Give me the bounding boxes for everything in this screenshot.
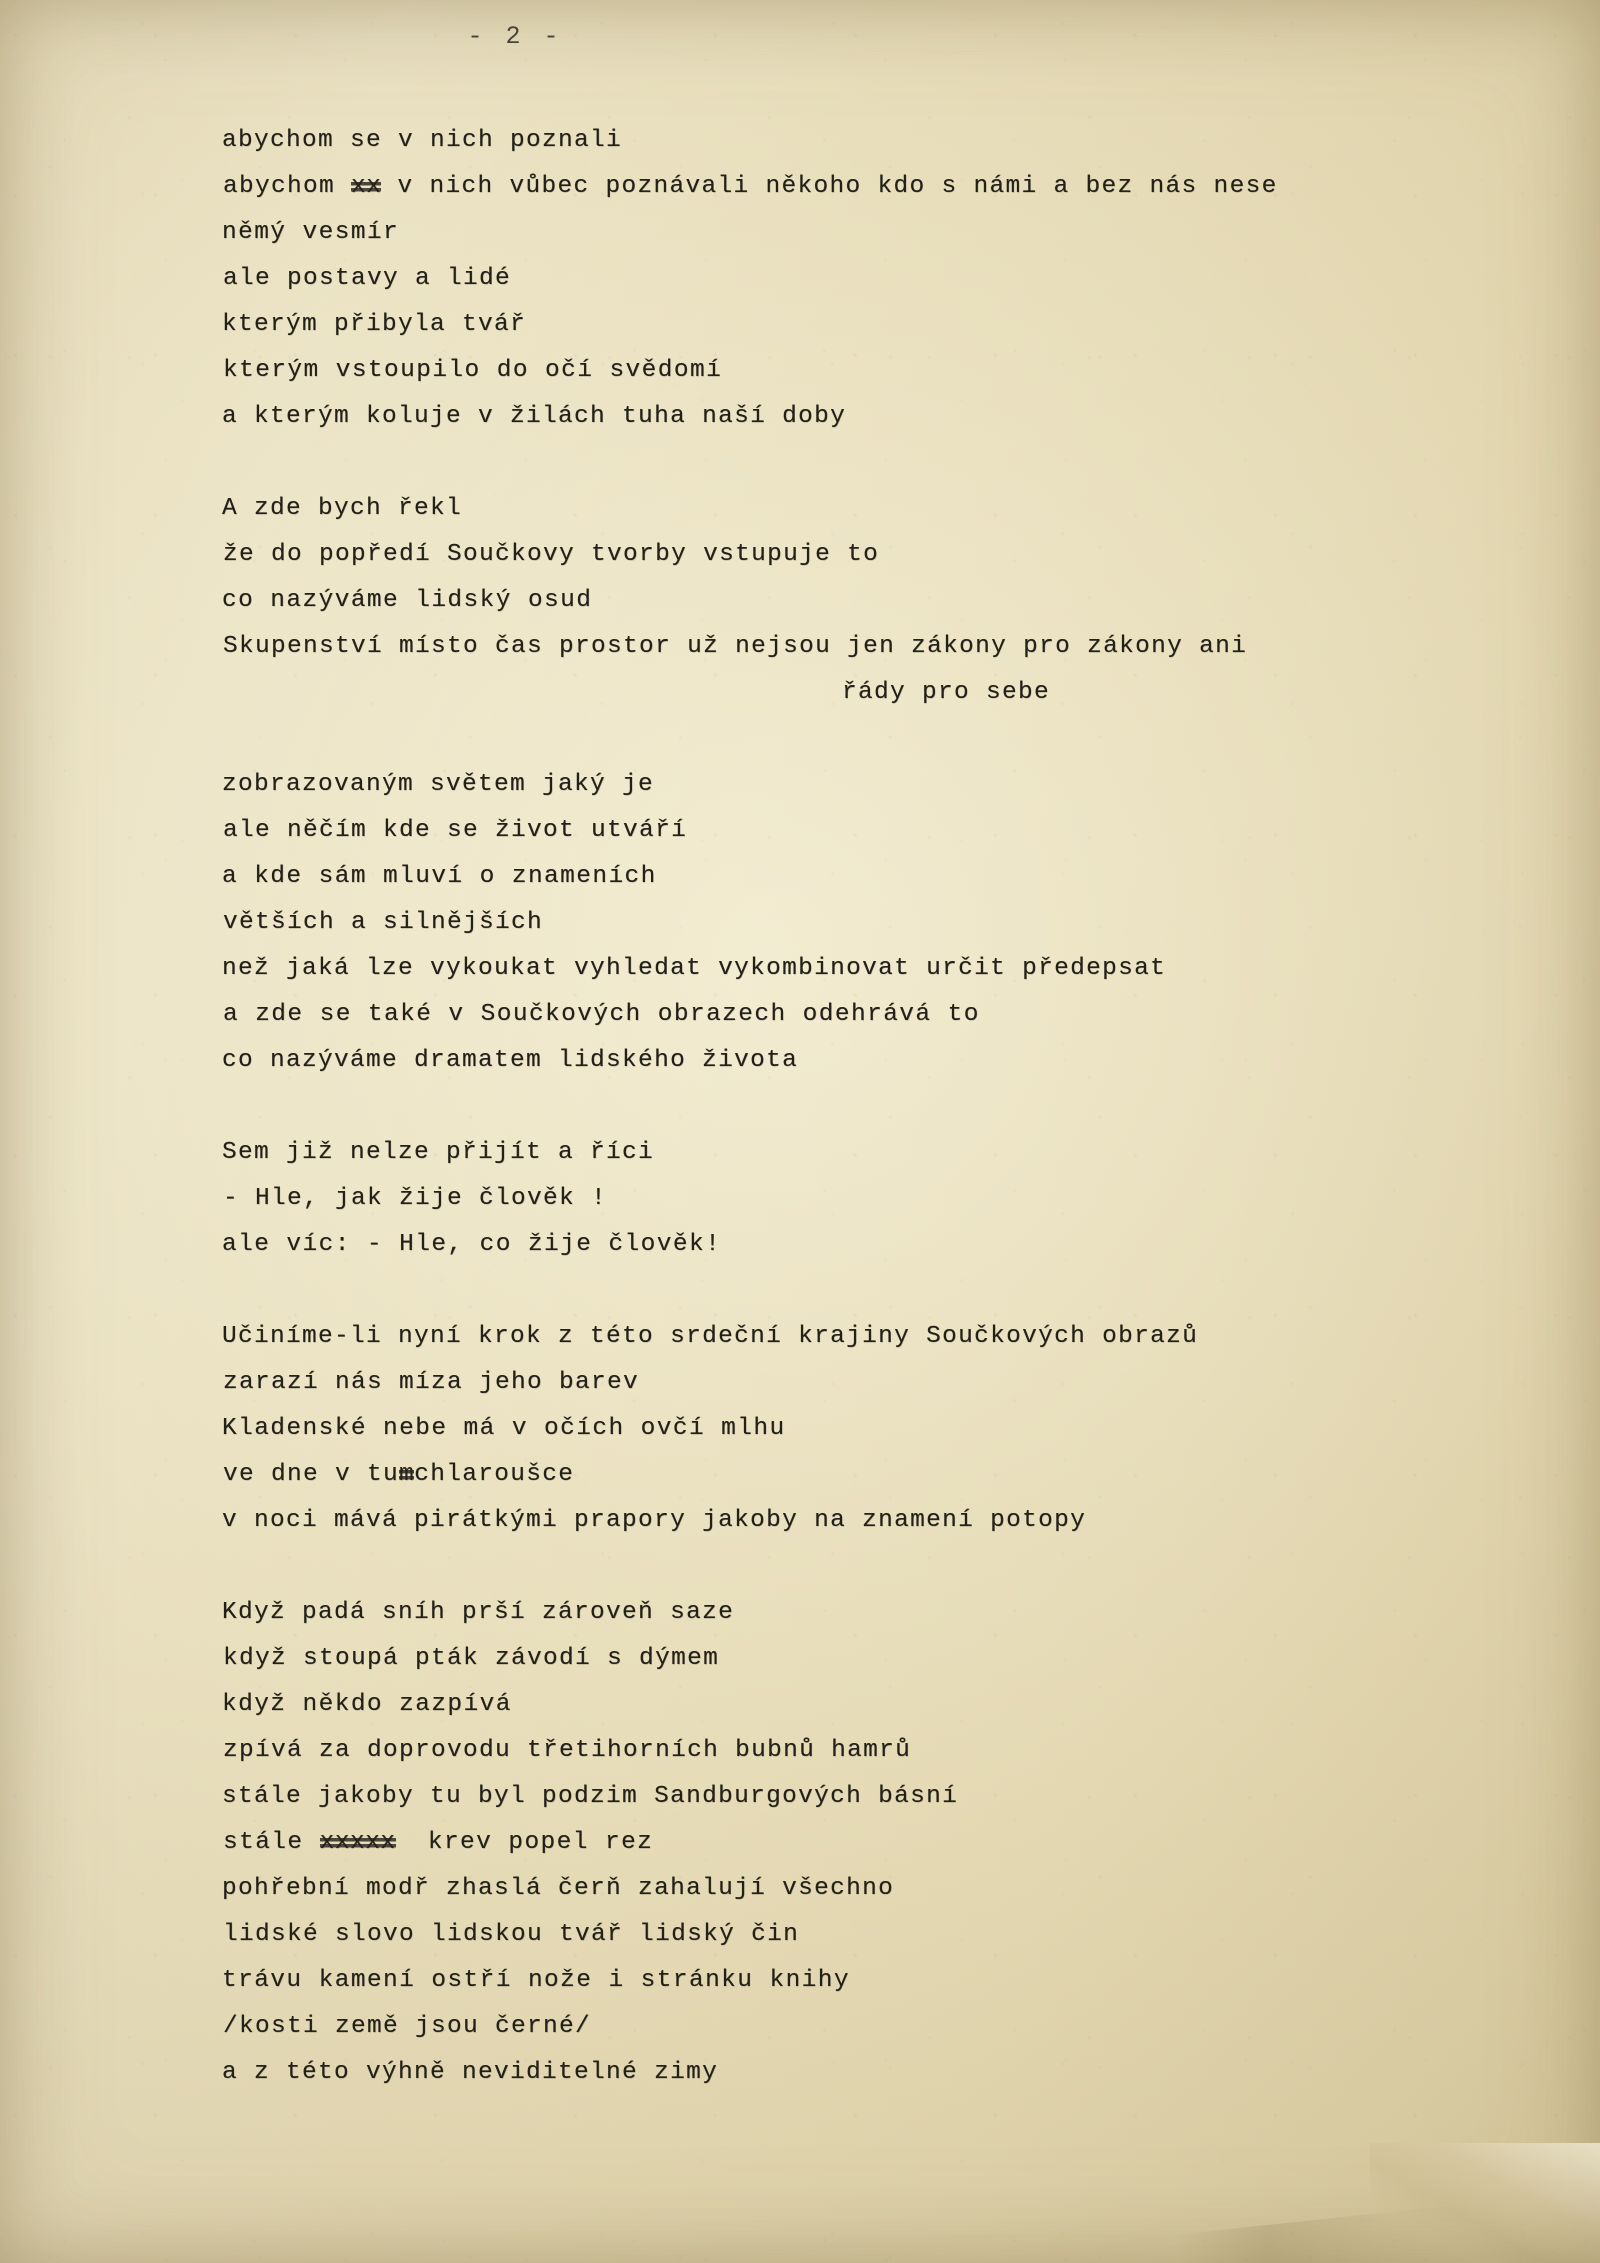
text-line [223,1820,1542,1866]
text-line: a z této výhně neviditelné zimy [222,2059,719,2086]
text-line: /kosti země jsou černé/ [223,2013,592,2040]
text-line: - Hle, jak žije člověk ! [223,1185,608,1212]
text-segment: abychom [223,173,352,200]
stanza [222,1130,1542,1268]
text-line: kterým přibyla tvář [222,311,527,338]
text-line: A zde bych řekl [222,495,463,522]
text-line: zobrazovaným světem jaký je [222,771,655,798]
page-number: - 2 - [467,22,563,51]
text-line: ale víc: - Hle, co žije člověk! [222,1231,722,1258]
text-line: a kterým koluje v žilách tuha naší doby [222,403,847,430]
text-line: než jaká lze vykoukat vyhledat vykombinovat určit předepsat [222,955,1167,982]
text-line: Učiníme-li nyní krok z této srdeční krajiny Součkových obrazů [222,1323,1199,1350]
struck-over-text: m [399,1461,415,1488]
text-line: když stoupá pták závodí s dýmem [223,1645,720,1672]
text-line: ale postavy a lidé [223,265,512,292]
text-line [223,1452,1542,1498]
text-line: pohřební modř zhaslá čerň zahalují všechno [222,1875,895,1902]
stanza [222,1314,1542,1544]
text-segment: chlaroušce [414,1461,575,1488]
corner-crack [1175,2203,1480,2263]
text-line: co nazýváme lidský osud [222,587,593,614]
text-line: Skupenství místo čas prostor už nejsou jen zákony pro zákony ani [223,633,1248,660]
text-line: co nazýváme dramatem lidského života [222,1047,799,1074]
text-line: když někdo zazpívá [222,1691,512,1718]
stanza [222,1590,1542,2096]
text-segment: ve dne v tu [223,1461,400,1488]
struck-over-text: xx [351,173,382,200]
text-line: řády pro sebe [842,679,1051,706]
stanza [222,118,1542,440]
stanza [222,486,1542,716]
text-line: němý vesmír [222,219,400,246]
text-line: v noci mává pirátkými prapory jakoby na znamení potopy [222,1507,1087,1534]
text-line: Když padá sníh prší zároveň saze [222,1599,735,1626]
text-line: stále jakoby tu byl podzim Sandburgových básní [222,1783,959,1810]
text-line: zarazí nás míza jeho barev [223,1369,640,1396]
text-line: Kladenské nebe má v očích ovčí mlhu [222,1415,786,1442]
text-line: Sem již nelze přijít a říci [222,1139,655,1166]
struck-over-text: xxxxx [319,1829,396,1856]
corner-fold [1370,2143,1600,2263]
text-line: že do popředí Součkovy tvorby vstupuje to [223,541,880,568]
text-segment: stále [223,1829,320,1856]
text-segment: krev popel rez [395,1829,654,1856]
text-line: a kde sám mluví o znameních [222,863,657,890]
text-segment: v nich vůbec poznávali někoho kdo s námi a bez nás nese [381,173,1278,200]
text-line: kterým vstoupilo do očí svědomí [223,357,723,384]
text-line: trávu kamení ostří nože i stránku knihy [222,1967,850,1994]
text-line: lidské slovo lidskou tvář lidský čin [223,1921,800,1948]
text-line [223,164,1542,210]
poem-body [222,118,1542,2096]
text-line: ale něčím kde se život utváří [223,817,688,844]
text-line: a zde se také v Součkových obrazech odehrává to [223,1001,980,1028]
stanza [222,762,1542,1084]
text-line: abychom se v nich poznali [222,127,623,154]
text-line: větších a silnějších [223,909,544,936]
text-line: zpívá za doprovodu třetihorních bubnů hamrů [223,1737,912,1764]
